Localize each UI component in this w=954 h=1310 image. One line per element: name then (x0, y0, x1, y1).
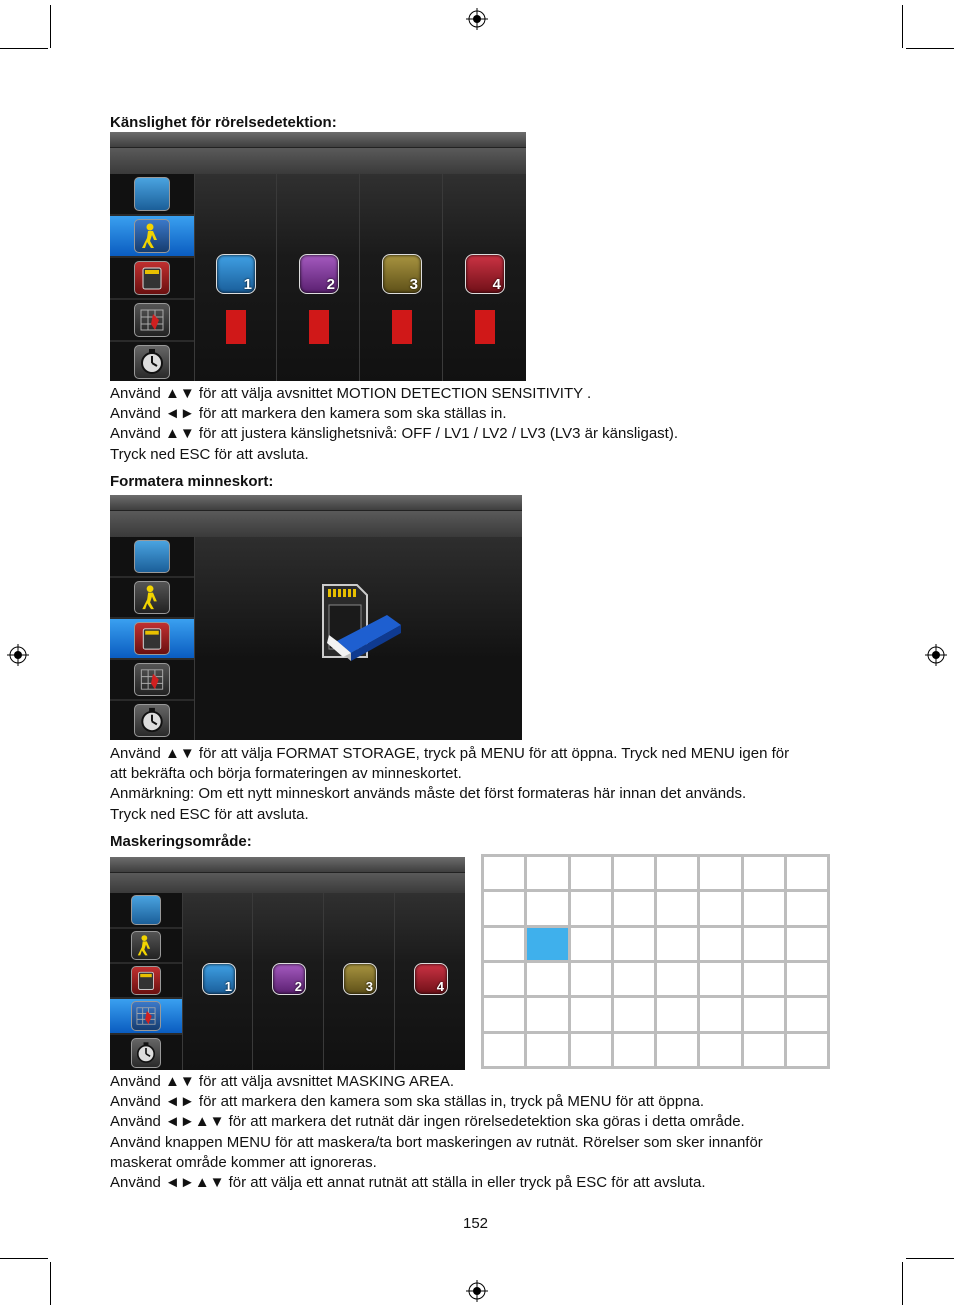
mask-grid-cell[interactable] (527, 857, 567, 889)
motion-person-icon (134, 219, 170, 253)
mask-grid-cell[interactable] (700, 998, 740, 1030)
sidebar-item-storage[interactable] (110, 258, 194, 300)
mask-grid-cell[interactable] (571, 963, 611, 995)
masking-instructions: Använd ▲▼ för att välja avsnittet MASKING AREA. Använd ◄► för att markera den kamera som ska ställas in, tryck på MENU för att öppna. Använd ◄►▲▼ för att markera det rutnät där ingen rörelsedetektion ska göras i detta område. Använd knappen MENU för att maskera/ta bort maskeringen av rutnät. Rörelser som sker innanför maskerat område kommer att ignoreras. Använd ◄►▲▼ för att välja ett annat rutnät att ställa in eller tryck på ESC för att avsluta. (110, 1073, 763, 1192)
sidebar-item-edit[interactable] (110, 537, 194, 578)
mask-grid-cell[interactable] (657, 963, 697, 995)
mask-grid-cell[interactable] (787, 1034, 827, 1066)
camera-icon[interactable]: 3 (382, 254, 422, 294)
mask-grid-cell[interactable] (657, 857, 697, 889)
sidebar-item-storage[interactable] (110, 964, 182, 999)
mask-grid-cell[interactable] (614, 892, 654, 924)
masking-grid-icon (134, 303, 170, 337)
sidebar-item-timer[interactable] (110, 701, 194, 740)
mask-grid-cell[interactable] (657, 892, 697, 924)
storage-card-icon (134, 261, 170, 295)
sensitivity-level-bar (226, 310, 246, 344)
mask-grid-cell[interactable] (657, 928, 697, 960)
mask-grid-cell[interactable] (744, 1034, 784, 1066)
motion-instructions: Använd ▲▼ för att välja avsnittet MOTION DETECTION SENSITIVITY . Använd ◄► för att markera den kamera som ska ställas in. Använd ▲▼ för att justera känslighetsnivå: OFF / LV1 / LV2 / LV3 (LV3 är känsligast). Tryck ned ESC för att avsluta. (110, 385, 679, 463)
mask-grid-cell[interactable] (787, 892, 827, 924)
sidebar-item-storage[interactable] (110, 619, 194, 660)
registration-mark-icon (466, 1280, 488, 1302)
mask-grid-cell[interactable] (614, 928, 654, 960)
camera-column-2 (276, 174, 360, 381)
mask-grid-cell[interactable] (657, 998, 697, 1030)
mask-grid-cell[interactable] (614, 857, 654, 889)
camera-icon[interactable]: 1 (202, 963, 236, 995)
storage-card-icon (134, 622, 170, 655)
camera-column-3 (323, 893, 395, 1070)
motion-sensitivity-screen (110, 132, 526, 381)
mask-grid-cell[interactable] (484, 1034, 524, 1066)
mask-grid-cell[interactable] (614, 998, 654, 1030)
crop-mark (902, 1262, 903, 1305)
motion-person-icon (134, 581, 170, 614)
format-instructions: Använd ▲▼ för att välja FORMAT STORAGE, tryck på MENU för att öppna. Tryck ned MENU igen för att bekräfta och börja formateringen av minneskortet. Anmärkning: Om ett nytt minneskort används måste det först formateras här innan det används. Tryck ned ESC för att avsluta. (110, 745, 790, 823)
mask-grid-cell[interactable] (700, 1034, 740, 1066)
registration-mark-icon (466, 8, 488, 30)
mask-grid-cell[interactable] (700, 857, 740, 889)
camera-column-4 (442, 174, 526, 381)
timer-icon (134, 345, 170, 379)
edit-icon (134, 540, 170, 573)
camera-icon[interactable]: 1 (216, 254, 256, 294)
mask-grid-cell[interactable] (787, 963, 827, 995)
timer-icon (131, 1038, 161, 1068)
camera-column-3 (359, 174, 443, 381)
sidebar-menu (110, 893, 182, 1070)
screen-subtitle-bar (110, 147, 526, 174)
crop-mark (50, 5, 51, 48)
mask-grid-cell[interactable] (744, 998, 784, 1030)
screen-title-bar (110, 857, 465, 872)
camera-icon[interactable]: 3 (343, 963, 377, 995)
page-number: 152 (463, 1215, 489, 1232)
mask-grid-cell[interactable] (571, 857, 611, 889)
camera-icon[interactable]: 4 (465, 254, 505, 294)
mask-grid-cell[interactable] (484, 928, 524, 960)
crop-mark (0, 1258, 48, 1259)
mask-grid-cell[interactable] (527, 998, 567, 1030)
mask-grid-cell[interactable] (484, 963, 524, 995)
mask-grid-cell[interactable] (484, 998, 524, 1030)
camera-column-1 (194, 174, 277, 381)
sidebar-item-timer[interactable] (110, 1035, 182, 1070)
mask-grid-cell[interactable] (527, 963, 567, 995)
masking-area-screen (110, 857, 465, 1070)
format-storage-screen (110, 495, 522, 740)
edit-icon (134, 177, 170, 211)
sidebar-item-edit[interactable] (110, 174, 194, 216)
sidebar-item-masking[interactable] (110, 300, 194, 342)
motion-person-icon (131, 931, 161, 960)
mask-grid-cell[interactable] (700, 928, 740, 960)
sidebar-item-edit[interactable] (110, 893, 182, 929)
camera-icon[interactable]: 2 (299, 254, 339, 294)
mask-grid-cell[interactable] (614, 963, 654, 995)
mask-grid-cell[interactable] (787, 998, 827, 1030)
mask-grid-cell[interactable] (614, 1034, 654, 1066)
screen-title-bar (110, 132, 526, 147)
sidebar-item-timer[interactable] (110, 342, 194, 381)
camera-column-1 (182, 893, 253, 1070)
mask-grid-cell[interactable] (744, 892, 784, 924)
mask-grid-cell[interactable] (527, 928, 567, 960)
section-heading-motion: Känslighet för rörelsedetektion: (110, 114, 337, 131)
screen-subtitle-bar (110, 872, 465, 893)
registration-mark-icon (7, 644, 29, 666)
crop-mark (50, 1262, 51, 1305)
camera-icon[interactable]: 2 (272, 963, 306, 995)
sensitivity-level-bar (309, 310, 329, 344)
registration-mark-icon (925, 644, 947, 666)
mask-grid-cell[interactable] (571, 998, 611, 1030)
sensitivity-level-bar (475, 310, 495, 344)
mask-grid-cell[interactable] (744, 928, 784, 960)
timer-icon (134, 704, 170, 737)
mask-grid-cell[interactable] (484, 857, 524, 889)
sidebar-menu (110, 537, 194, 740)
mask-grid-cell[interactable] (571, 892, 611, 924)
section-heading-format: Formatera minneskort: (110, 473, 274, 490)
screen-title-bar (110, 495, 522, 510)
section-heading-masking: Maskeringsområde: (110, 833, 252, 850)
mask-grid-cell[interactable] (571, 1034, 611, 1066)
format-card-eraser-icon[interactable] (315, 577, 415, 677)
camera-column-4 (394, 893, 465, 1070)
mask-grid-cell[interactable] (700, 892, 740, 924)
sensitivity-level-bar (392, 310, 412, 344)
crop-mark (0, 48, 48, 49)
masking-grid-icon (134, 663, 170, 696)
mask-grid-cell[interactable] (787, 857, 827, 889)
sidebar-menu (110, 174, 194, 381)
masking-grid (481, 854, 830, 1069)
masking-grid-icon (131, 1001, 161, 1031)
crop-mark (906, 48, 954, 49)
mask-grid-cell[interactable] (700, 963, 740, 995)
mask-grid-cell[interactable] (484, 892, 524, 924)
sidebar-item-masking[interactable] (110, 660, 194, 701)
storage-card-icon (131, 966, 161, 995)
mask-grid-cell[interactable] (527, 1034, 567, 1066)
camera-column-2 (252, 893, 324, 1070)
crop-mark (906, 1258, 954, 1259)
mask-grid-cell[interactable] (571, 928, 611, 960)
mask-grid-cell[interactable] (527, 892, 567, 924)
sidebar-item-motion[interactable] (110, 929, 182, 964)
format-panel (194, 537, 522, 740)
sidebar-item-masking[interactable] (110, 999, 182, 1035)
camera-icon[interactable]: 4 (414, 963, 448, 995)
mask-grid-cell[interactable] (787, 928, 827, 960)
mask-grid-cell[interactable] (744, 857, 784, 889)
crop-mark (902, 5, 903, 48)
edit-icon (131, 895, 161, 925)
screen-subtitle-bar (110, 510, 522, 537)
mask-grid-cell[interactable] (657, 1034, 697, 1066)
mask-grid-cell[interactable] (744, 963, 784, 995)
sidebar-item-motion[interactable] (110, 216, 194, 258)
sidebar-item-motion[interactable] (110, 578, 194, 619)
